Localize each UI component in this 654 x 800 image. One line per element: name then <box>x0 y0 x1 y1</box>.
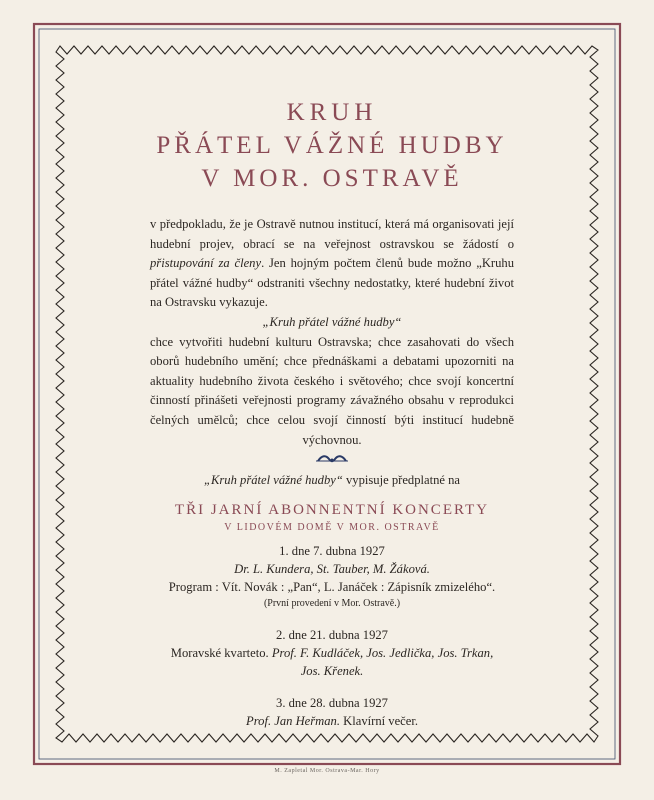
concerts-title: TŘI JARNÍ ABONNENTNÍ KONCERTY <box>174 502 490 519</box>
concert-date: 2. dne 21. dubna 1927 <box>276 628 388 643</box>
ornament-icon <box>312 452 352 466</box>
intro-text-before: v předpokladu, že je Ostravě nutnou institucí, která má organisovati její hudební projev, obrací se na veřejnost ostravskou se žádostí o <box>150 217 514 251</box>
concert-event: Klavírní večer. <box>340 714 418 729</box>
concert-performers-cont: Jos. Křenek. <box>300 664 364 679</box>
concert-performers: Prof. Jan Heřman. <box>246 714 340 729</box>
subscription-name: „Kruh přátel vážné hudby“ <box>203 473 343 488</box>
concert-performers-line <box>150 644 514 662</box>
mission-paragraph: chce vytvořiti hudební kulturu Ostravska; chce zasahovati do všech oborů hudebního umění; chce přednáškami a debatami upozorniti na aktuality hudebního života českého i světového; chce svojí koncertní činností přinášeti veřejnosti programy závažného obsahu v reprodukci čelných umělců; chce celou svojí činností býti institucí hudebně výchovnou. <box>150 334 514 447</box>
intro-emphasis: přistupování za členy <box>150 256 262 271</box>
heading-line-3: V MOR. OSTRAVĚ <box>201 165 463 192</box>
concert-date: 3. dne 28. dubna 1927 <box>276 696 388 711</box>
heading-line-1: KRUH <box>286 99 378 126</box>
intro-paragraph <box>150 215 514 313</box>
subscription-line <box>150 470 514 490</box>
venue: V LIDOVÉM DOMĚ V MOR. OSTRAVĚ <box>224 522 440 534</box>
concert-program: Program : Vít. Novák : „Pan“, L. Janáček : Zápisník zmizelého“. <box>168 580 496 595</box>
concert-item <box>150 626 514 680</box>
concert-performers: Dr. L. Kundera, St. Tauber, M. Žáková. <box>234 562 430 577</box>
concert-note: (První provedení v Mor. Ostravě.) <box>263 598 401 610</box>
society-name-quote: „Kruh přátel vážné hudby“ <box>262 314 402 329</box>
heading-line-2: PŘÁTEL VÁŽNÉ HUDBY <box>156 132 508 159</box>
concert-date: 1. dne 7. dubna 1927 <box>279 544 385 559</box>
concert-item <box>150 542 514 612</box>
subscription-text: vypisuje předplatné na <box>342 473 461 488</box>
document-body <box>150 96 514 730</box>
printer-imprint: M. Zapletal Mor. Ostrava-Mar. Hory <box>274 768 380 774</box>
intro-text-after: . Jen hojným počtem členů bude možno „Kruhu přátel vážné hudby“ odstraniti všechny nedostatky, které hudební život na Ostravsku vykazuje. <box>150 256 515 310</box>
concert-ensemble: Moravské kvarteto. <box>170 646 272 661</box>
concert-performers-line <box>150 712 514 730</box>
concert-item <box>150 694 514 730</box>
concert-performers: Prof. F. Kudláček, Jos. Jedlička, Jos. Trkan, <box>271 646 494 661</box>
